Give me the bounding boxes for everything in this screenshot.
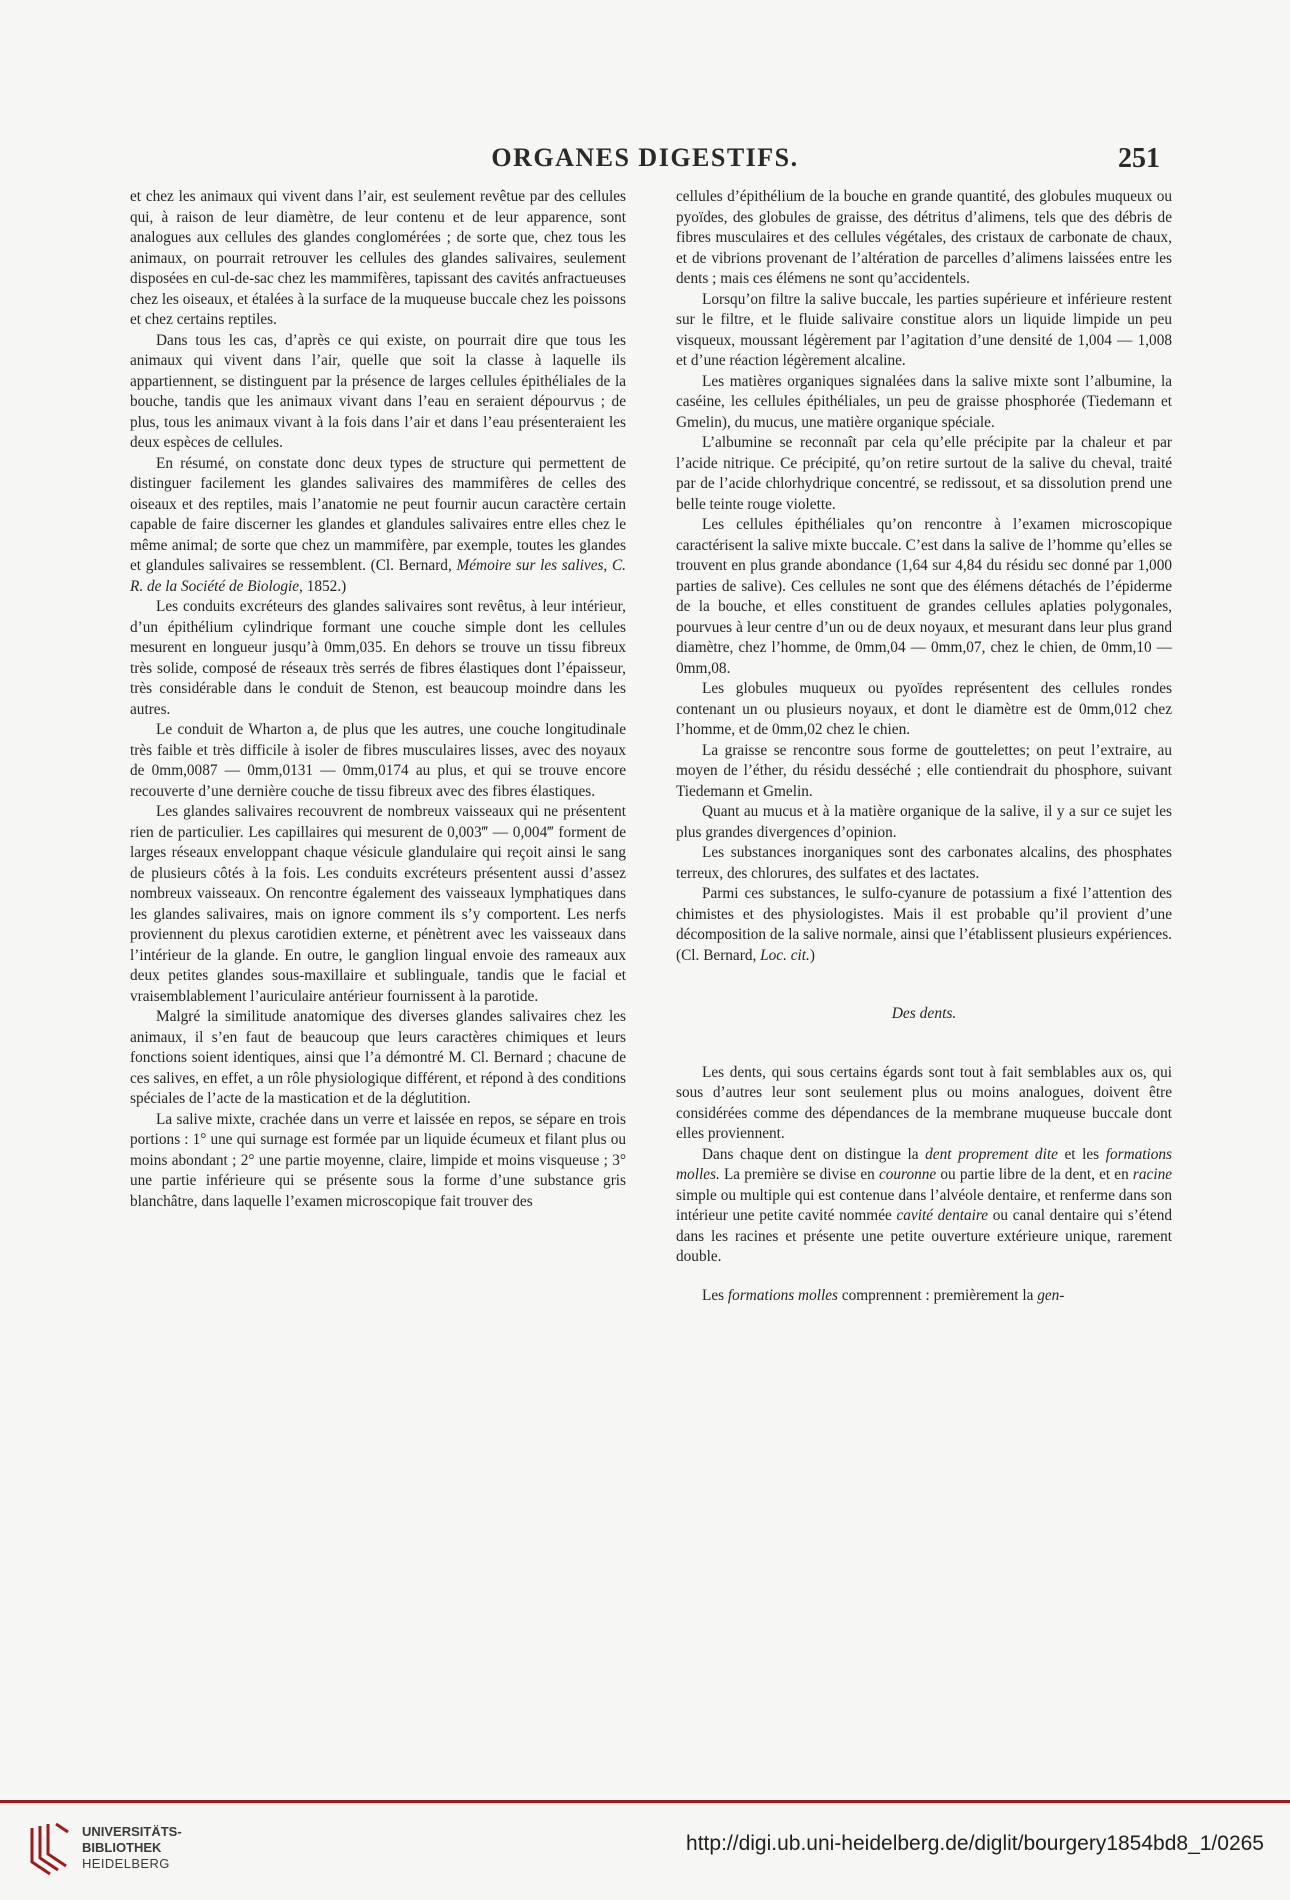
text: Les <box>702 1286 725 1304</box>
citation-year: 1852.) <box>306 577 347 595</box>
paragraph: Les cellules épithéliales qu’on rencontre à l’examen microscopique caractérisent la salive mixte buccale. C’est dans la salive de l’homme qu’elles se trouvent en plus grande abondance (1,64 sur 4,84 du résidu sec donné par 1,000 parties de salive). Ces cellules ne sont que des élémens détachés de l’épiderme de la bouche, et elles constituent de grandes cellules aplaties polygonales, pourvues à leur centre d’un ou de deux noyaux, et mesurant dans leur plus grand diamètre, chez l’homme, de 0mm,04 — 0mm,07, chez le chien, de 0mm,10 — 0mm,08. <box>676 516 1172 677</box>
paragraph <box>676 1145 1172 1268</box>
running-title: ORGANES DIGESTIFS. <box>491 143 799 172</box>
citation-close: ) <box>809 946 815 964</box>
right-column <box>676 187 1172 1306</box>
paragraph: cellules d’épithélium de la bouche en grande quantité, des globules muqueux ou pyoïdes, des globules de graisse, des détritus d’alimens, tels que des débris de fibres musculaires et des cellules végétales, des cristaux de carbonate de chaux, et de vibrions provenant de l’altération de parcelles d’alimens laissées entre les dents ; mais ces élémens ne sont qu’accidentels. <box>676 188 1172 287</box>
paragraph-text: En résumé, on constate donc deux types de structure qui permettent de distinguer facilement les glandes salivaires des mammifères de celles des oiseaux et des reptiles, mais l’anatomie ne peut fournir aucun caractère certain capable de faire discerner les glandes et glandules salivaires entre elles chez le même animal; de sorte que chez un mammifère, par exemple, toutes les glandes et glandules salivaires se ressemblent. (Cl. Bernard, <box>130 454 626 574</box>
library-line: HEIDELBERG <box>82 1856 170 1871</box>
library-line: BIBLIOTHEK <box>82 1840 162 1855</box>
text: La première se divise en <box>723 1166 875 1183</box>
paragraph: Lorsqu’on filtre la salive buccale, les parties supérieure et inférieure restent sur le filtre, et le fluide salivaire constitue alors un liquide limpide un peu visqueux, moussant légèrement par l’agitation d’une densité de 1,004 — 1,008 et d’une réaction légèrement alcaline. <box>676 290 1172 369</box>
paragraph: La graisse se rencontre sous forme de gouttelettes; on peut l’extraire, au moyen de l’éther, du résidu desséché ; elle contiendrait du phosphore, suivant Tiedemann et Gmelin. <box>676 741 1172 800</box>
paragraph <box>676 884 1172 966</box>
left-column <box>130 187 626 1212</box>
text: comprennent : premièrement la <box>841 1286 1034 1304</box>
paragraph: Malgré la similitude anatomique des diverses glandes salivaires chez les animaux, il s’en faut de beaucoup que leurs caractères chimiques et leurs fonctions soient identiques, ainsi que l’a démontré M. Cl. Bernard ; chacune de ces salives, en effet, a un rôle physiologique différent, et répond à des conditions spéciales de l’acte de la mastication et de la déglutition. <box>130 1008 626 1107</box>
section-heading: Des dents. <box>891 1005 957 1022</box>
paragraph: Les conduits excréteurs des glandes salivaires sont revêtus, à leur intérieur, d’un épithélium cylindrique formant une couche simple dont les cellules mesurent en longueur jusqu’à 0mm,035. En dehors se trouve un tissu fibreux très solide, composé de réseaux très serrés de fibres élastiques dont l’épaisseur, très considérable dans le conduit de Stenon, est beaucoup moindre dans les autres. <box>130 598 626 718</box>
paragraph <box>676 1286 1172 1307</box>
text: ou canal dentaire qui s’étend dans les racines et présente une petite ouverture extérieure unique, rarement double. <box>676 1207 1173 1265</box>
text: Dans chaque dent on distingue la <box>702 1145 919 1163</box>
paragraph-text: Parmi ces substances, le sulfo-cyanure de potassium a fixé l’attention des chimistes et des physiologistes. Mais il est probable qu’il provient d’une décomposition de la salive normale, ainsi que l’établissent plusieurs expériences. (Cl. Bernard, <box>676 885 1172 964</box>
term: racine <box>1132 1166 1173 1183</box>
paragraph <box>130 454 626 598</box>
library-line: UNIVERSITÄTS- <box>82 1824 182 1839</box>
text: ou partie libre de la dent, et en <box>940 1166 1129 1183</box>
paragraph: Les matières organiques signalées dans la salive mixte sont l’albumine, la caséine, les cellules épithéliales, un peu de graisse phosphorée (Tiedemann et Gmelin), du mucus, une matière organique spéciale. <box>676 372 1172 431</box>
text: simple ou multiple qui est contenue dans l’alvéole dentaire, et renferme dans son intérieur une petite cavité nommée <box>676 1186 1172 1224</box>
citation: Mémoire sur les salives, C. R. de la Société de Biologie, <box>130 557 626 595</box>
paragraph: Les dents, qui sous certains égards sont tout à fait semblables aux os, qui sous d’autres leur sont seulement plus ou moins analogues, doivent être considérées comme des dépendances de la membrane muqueuse buccale dont elles proviennent. <box>676 1063 1172 1142</box>
term: gen- <box>1037 1286 1065 1304</box>
paragraph: et chez les animaux qui vivent dans l’air, est seulement revêtue par des cellules qui, à raison de leur diamètre, de leur contenu et de leur apparence, sont analogues aux cellules des glandes conglomérées ; de sorte que, chez tous les animaux, on pourrait retrouver les cellules des glandes salivaires, seulement disposées en cul-de-sac chez les mammifères, tapissant des cavités anfractueuses chez les oiseaux, et étalées à la surface de la muqueuse buccale chez les poissons et chez certains reptiles. <box>130 188 626 328</box>
library-logo-icon <box>28 1822 72 1878</box>
paragraph: Quant au mucus et à la matière organique de la salive, il y a sur ce sujet les plus grandes divergences d’opinion. <box>676 803 1172 841</box>
paragraph: La salive mixte, crachée dans un verre et laissée en repos, se sépare en trois portions : 1° une qui surnage est formée par un liquide écumeux et filant plus ou moins abondant ; 2° une partie moyenne, claire, limpide et moins visqueuse ; 3° une partie inférieure qui se présente sous la forme d’une substance gris blanchâtre, dans laquelle l’examen microscopique fait trouver des <box>130 1110 626 1210</box>
term: cavité dentaire <box>896 1207 989 1224</box>
term: formations molles <box>727 1286 838 1304</box>
paragraph: Les globules muqueux ou pyoïdes représentent des cellules rondes contenant un ou plusieurs noyaux, et dont le diamètre est de 0mm,012 chez l’homme, et de 0mm,02 chez le chien. <box>676 680 1172 738</box>
page-number: 251 <box>1118 143 1160 174</box>
text: et les <box>1064 1145 1100 1163</box>
paragraph: Les glandes salivaires recouvrent de nombreux vaisseaux qui ne présentent rien de particulier. Les capillaires qui mesurent de 0,003‴ — 0,004‴ forment de larges réseaux enveloppant chaque vésicule glandulaire qui reçoit ainsi le sang de plusieurs côtés à la fois. Les conduits excréteurs présentent aussi d’assez nombreux vaisseaux. On rencontre également des vaisseaux lymphatiques dans les glandes salivaires, mais on ignore comment ils s’y comportent. Les nerfs proviennent du plexus carotidien externe, et pénètrent avec les vaisseaux dans l’intérieur de la glande. En outre, le ganglion lingual envoie des rameaux aux deux petites glandes sous-maxillaire et sublinguale, tandis que le facial et vraisemblablement l’auriculaire antérieur fournissent à la parotide. <box>130 803 626 1005</box>
citation: Loc. cit. <box>760 946 810 964</box>
term: couronne <box>878 1166 937 1183</box>
paragraph: Les substances inorganiques sont des carbonates alcalins, des phosphates terreux, des chlorures, des sulfates et des lactates. <box>676 844 1172 882</box>
paragraph: Le conduit de Wharton a, de plus que les autres, une couche longitudinale très faible et très difficile à isoler de fibres musculaires lisses, avec des noyaux de 0mm,0087 — 0mm,0131 — 0mm,0174 au plus, et qui se trouve encore recouverte d’une dernière couche de tissu fibreux avec des fibres élastiques. <box>130 721 626 800</box>
paragraph: Dans tous les cas, d’après ce qui existe, on pourrait dire que tous les animaux qui vivent dans l’air, quelle que soit la classe à laquelle ils appartiennent, se distinguent par la présence de larges cellules épithéliales de la bouche, tandis que les animaux vivant dans l’eau en seraient dépourvus ; de plus, tous les animaux vivant à la fois dans l’air et dans l’eau présenteraient les deux espèces de cellules. <box>130 331 626 451</box>
footer-rule <box>0 1800 1290 1803</box>
term: dent proprement dite <box>925 1145 1058 1163</box>
footer-bar <box>0 1800 1290 1900</box>
page-header <box>130 143 1160 177</box>
paragraph: L’albumine se reconnaît par cela qu’elle précipite par la chaleur et par l’acide nitrique. Ce précipité, qu’on retire surtout de la salive du cheval, traité par de l’acide chlorhydrique concentré, se redissout, et sa dissolution prend une belle teinte rouge violette. <box>676 434 1172 513</box>
term: formations molles. <box>676 1145 1173 1183</box>
source-url-link[interactable]: http://digi.ub.uni-heidelberg.de/diglit/bourgery1854bd8_1/0265 <box>686 1832 1264 1855</box>
library-name <box>82 1824 182 1872</box>
